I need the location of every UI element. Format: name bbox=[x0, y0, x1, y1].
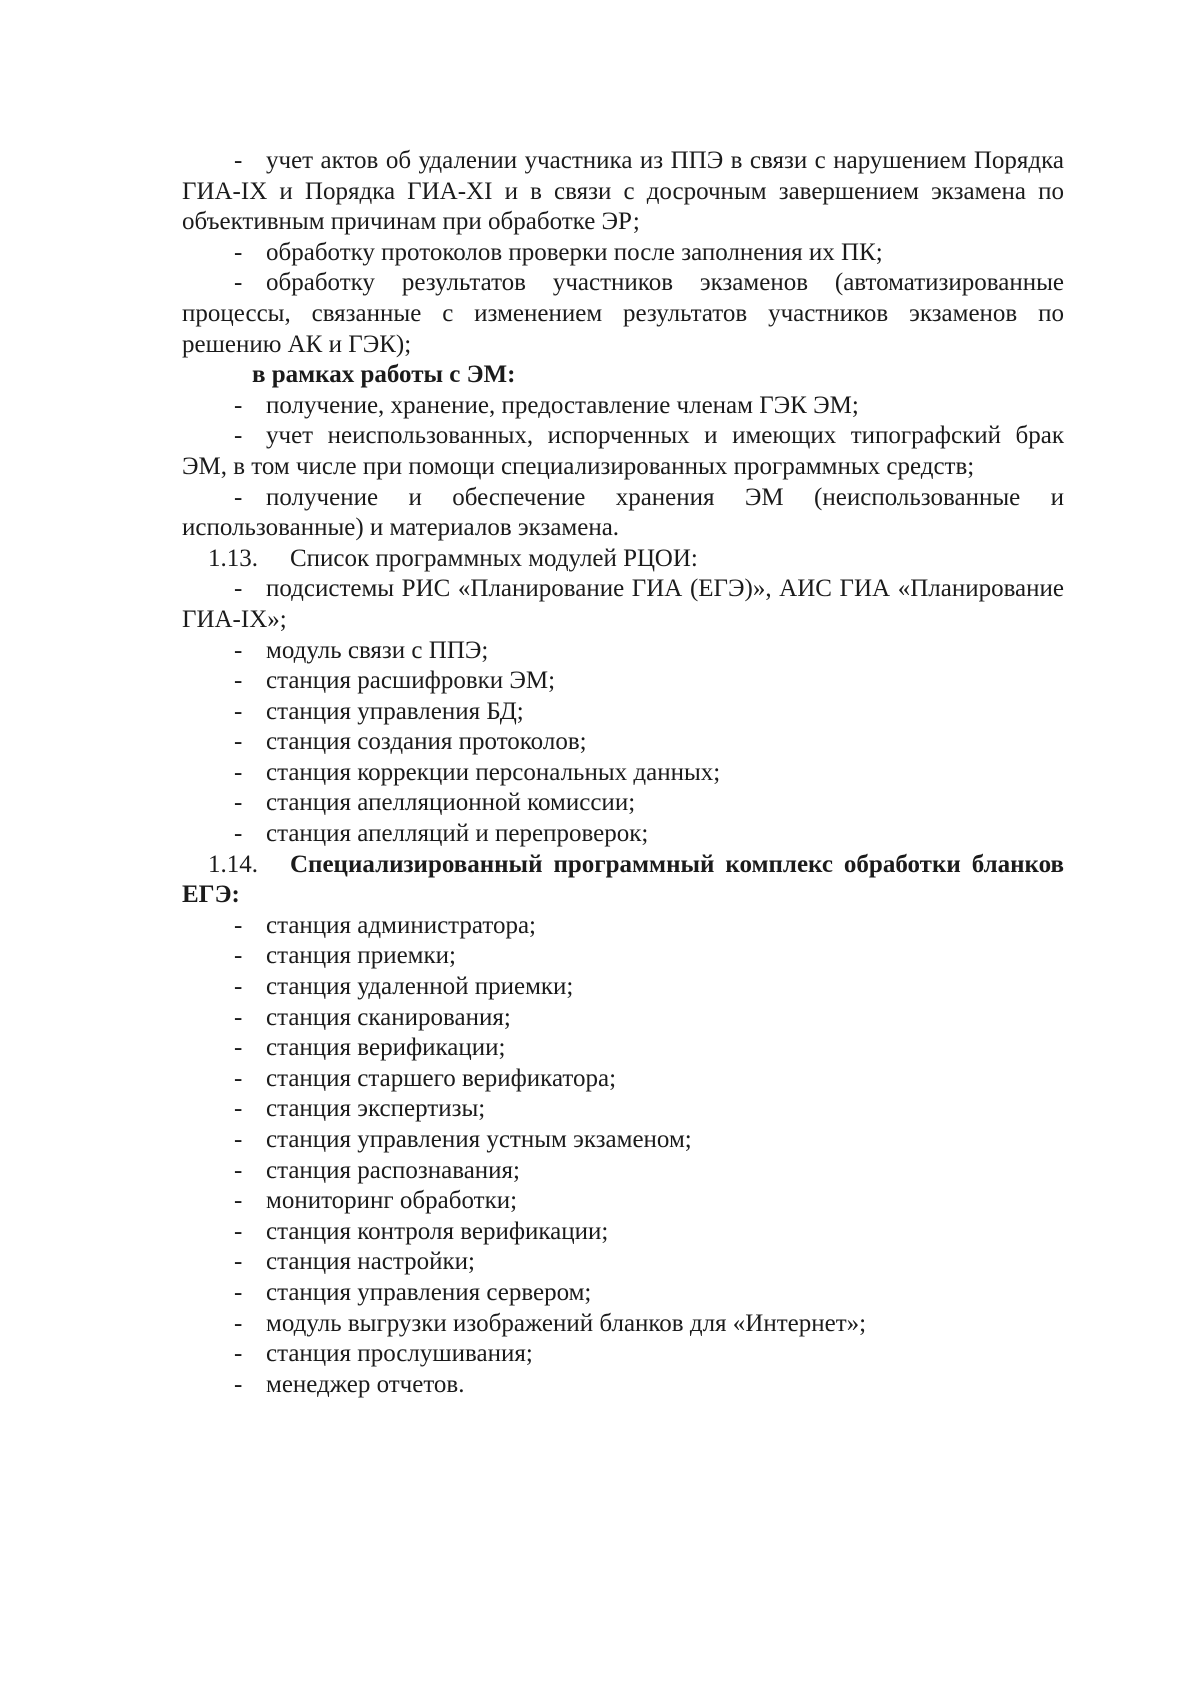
list-item-text: станция апелляционной комиссии; bbox=[266, 789, 636, 817]
list-item-text: станция управления устным экзаменом; bbox=[266, 1126, 692, 1153]
list-item bbox=[182, 788, 1064, 819]
list-item-text: станция создания протоколов; bbox=[266, 728, 587, 756]
list-dash: - bbox=[234, 422, 243, 450]
list-item-text: станция приемки; bbox=[266, 942, 456, 970]
list-item-text: станция сканирования; bbox=[266, 1003, 511, 1031]
list-dash: - bbox=[234, 973, 243, 1001]
list-dash: - bbox=[234, 911, 243, 939]
list-dash: - bbox=[234, 1340, 243, 1368]
list-item bbox=[182, 819, 1064, 850]
list-item bbox=[182, 758, 1064, 789]
section-title: Специализированный программный комплекс обработки бланков ЕГЭ: bbox=[182, 850, 1064, 909]
list-item-text: станция верификации; bbox=[266, 1034, 506, 1062]
list-item-text: учет неиспользованных, испорченных и имеющих типографский брак ЭМ, в том числе при помощи специализированных программных средств; bbox=[182, 422, 1064, 480]
list-item-text: станция старшего верификатора; bbox=[266, 1064, 617, 1092]
list-dash: - bbox=[234, 667, 243, 695]
list-dash: - bbox=[234, 269, 243, 297]
subheading: в рамках работы с ЭМ: bbox=[252, 361, 516, 389]
list-item-text: модуль выгрузки изображений бланков для «Интернет»; bbox=[266, 1309, 867, 1337]
list-item bbox=[182, 1003, 1064, 1034]
list-item bbox=[182, 146, 1064, 238]
list-dash: - bbox=[234, 942, 243, 970]
section-number: 1.13. bbox=[208, 544, 258, 572]
list-dash: - bbox=[234, 1034, 243, 1062]
list-item-text: станция администратора; bbox=[266, 911, 536, 939]
list-dash: - bbox=[234, 1309, 243, 1337]
section-heading-1-13 bbox=[182, 544, 1064, 575]
list-item bbox=[182, 941, 1064, 972]
list-item bbox=[182, 697, 1064, 728]
list-dash: - bbox=[234, 1003, 243, 1031]
list-dash: - bbox=[234, 483, 243, 511]
list-item-text: подсистемы РИС «Планирование ГИА (ЕГЭ)», АИС ГИА «Планирование ГИА-IX»; bbox=[182, 575, 1064, 633]
list-item-text: станция удаленной приемки; bbox=[266, 973, 574, 1001]
list-item-text: станция управления БД; bbox=[266, 697, 524, 725]
list-dash: - bbox=[234, 1278, 243, 1306]
list-dash: - bbox=[234, 1064, 243, 1092]
list-item bbox=[182, 666, 1064, 697]
list-dash: - bbox=[234, 147, 243, 174]
list-item bbox=[182, 1186, 1064, 1217]
list-item bbox=[182, 911, 1064, 942]
list-item-text: станция апелляций и перепроверок; bbox=[266, 820, 649, 848]
list-item-text: учет актов об удалении участника из ППЭ в связи с нарушением Порядка ГИА-IX и Порядка ГИА-XI и в связи с досрочным завершением экзамена по объективным причинам при обработке ЭР; bbox=[182, 147, 1064, 236]
list-dash: - bbox=[234, 1095, 243, 1123]
list-dash: - bbox=[234, 391, 243, 419]
list-item bbox=[182, 636, 1064, 667]
list-item bbox=[182, 1156, 1064, 1187]
list-item-text: обработку протоколов проверки после заполнения их ПК; bbox=[266, 238, 883, 266]
list-item bbox=[182, 1217, 1064, 1248]
section-number: 1.14. bbox=[208, 850, 258, 878]
list-dash: - bbox=[234, 1248, 243, 1276]
list-dash: - bbox=[234, 1217, 243, 1245]
list-item bbox=[182, 391, 1064, 422]
list-item bbox=[182, 1370, 1064, 1401]
list-item bbox=[182, 238, 1064, 269]
list-item-text: менеджер отчетов. bbox=[266, 1370, 465, 1398]
list-item bbox=[182, 1064, 1064, 1095]
list-item-text: получение и обеспечение хранения ЭМ (неиспользованные и использованные) и материалов экзамена. bbox=[182, 483, 1064, 542]
list-dash: - bbox=[234, 697, 243, 725]
list-item bbox=[182, 268, 1064, 360]
list-item-text: получение, хранение, предоставление членам ГЭК ЭМ; bbox=[266, 391, 859, 419]
list-item-text: обработку результатов участников экзаменов (автоматизированные процессы, связанные с изменением результатов участников экзаменов по решению АК и ГЭК); bbox=[182, 269, 1064, 358]
list-dash: - bbox=[234, 1370, 243, 1398]
section-heading-1-14 bbox=[182, 850, 1064, 911]
list-dash: - bbox=[234, 636, 243, 664]
list-item bbox=[182, 727, 1064, 758]
list-item-text: станция настройки; bbox=[266, 1248, 475, 1276]
list-item-text: станция расшифровки ЭМ; bbox=[266, 667, 556, 695]
document-body bbox=[182, 146, 1064, 1400]
list-item bbox=[182, 1309, 1064, 1340]
list-item bbox=[182, 1278, 1064, 1309]
list-item bbox=[182, 972, 1064, 1003]
list-dash: - bbox=[234, 728, 243, 756]
list-item bbox=[182, 1247, 1064, 1278]
list-dash: - bbox=[234, 789, 243, 817]
list-item-text: станция экспертизы; bbox=[266, 1095, 486, 1123]
list-item-text: мониторинг обработки; bbox=[266, 1187, 518, 1215]
list-dash: - bbox=[234, 758, 243, 786]
list-item bbox=[182, 1033, 1064, 1064]
section-title: Список программных модулей РЦОИ: bbox=[290, 544, 698, 572]
list-dash: - bbox=[234, 238, 243, 266]
list-item-text: станция коррекции персональных данных; bbox=[266, 758, 721, 786]
list-dash: - bbox=[234, 820, 243, 848]
list-item bbox=[182, 1339, 1064, 1370]
list-dash: - bbox=[234, 1126, 243, 1153]
list-dash: - bbox=[234, 1187, 243, 1215]
list-item-text: модуль связи с ППЭ; bbox=[266, 636, 489, 664]
list-dash: - bbox=[234, 1156, 243, 1184]
list-item-text: станция управления сервером; bbox=[266, 1278, 592, 1306]
list-item-text: станция прослушивания; bbox=[266, 1340, 533, 1368]
list-dash: - bbox=[234, 575, 243, 603]
list-item-text: станция контроля верификации; bbox=[266, 1217, 609, 1245]
list-item-text: станция распознавания; bbox=[266, 1156, 521, 1184]
list-item bbox=[182, 574, 1064, 635]
list-item bbox=[182, 421, 1064, 482]
list-item bbox=[182, 1125, 1064, 1156]
list-item bbox=[182, 483, 1064, 544]
list-item bbox=[182, 1094, 1064, 1125]
